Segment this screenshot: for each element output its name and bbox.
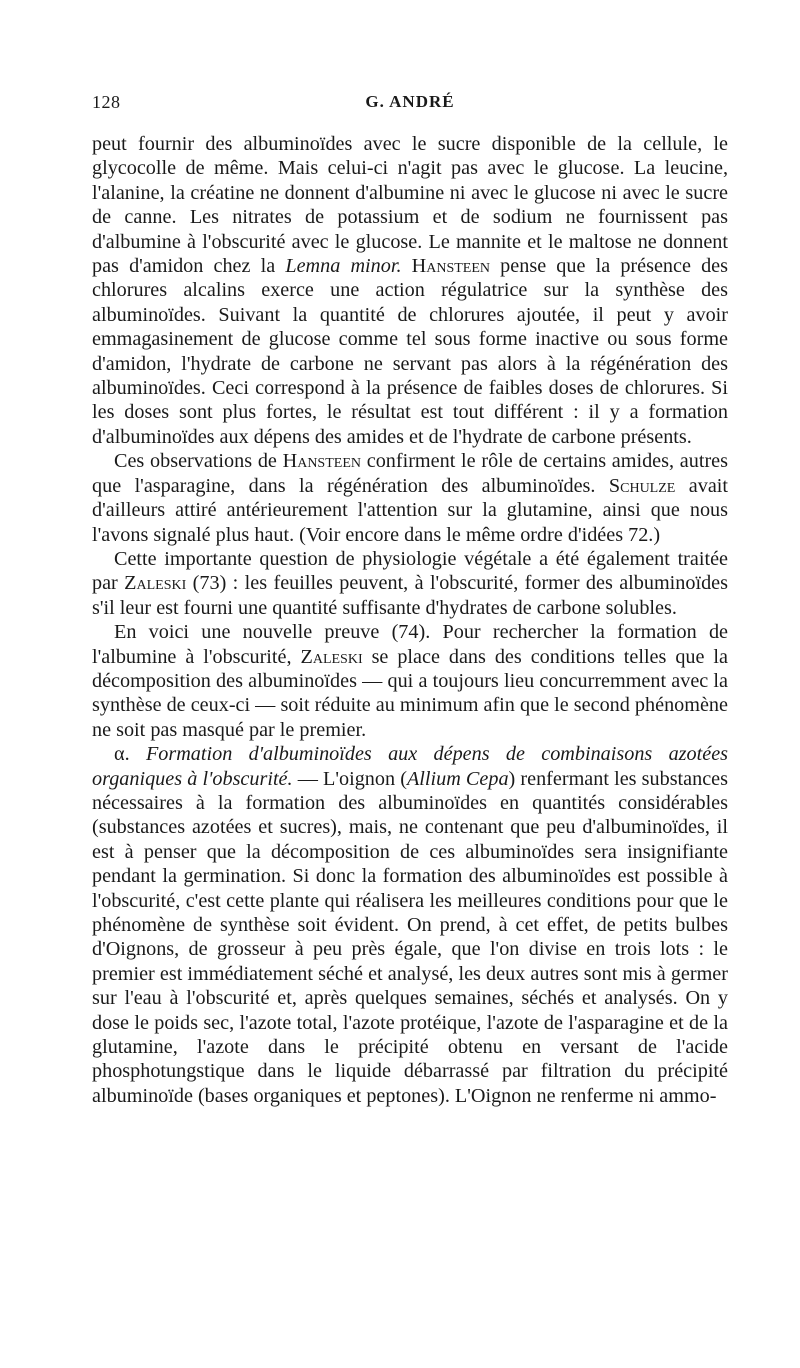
section-heading: Formation d'albuminoïdes aux dépens de combinaisons azotées organiques à l'obscurité. <box>92 743 729 790</box>
paragraph-4 <box>92 620 728 742</box>
text-run: avait d'ailleurs attiré antérieurement l'attention sur la glutamine, ainsi que nous l'avons signalé plus haut. (Voir encore dans le même ordre d'idées 72.) <box>92 474 728 546</box>
paragraph-5 <box>92 742 728 1108</box>
author-name: Zaleski <box>124 572 187 595</box>
text-run: ) renfermant les substances nécessaires à la formation des albuminoïdes en quantités considérables (substances azotées et sucres), mais, ne contenant que peu d'albuminoïdes, il est à penser que la décomposition de ces albuminoïdes sera insignifiante pendant la germination. Si donc la formation des albuminoïdes est possible à l'obscurité, c'est cette plante qui réalisera les meilleures conditions pour que le phénomène de synthèse soit évident. On prend, à cet effet, de petits bulbes d'Oignons, de grosseur à peu près égale, que l'on divise en trois lots : le premier est immédiatement séché et analysé, les deux autres sont mis à germer sur l'eau à l'obscurité et, après quelques semaines, séchés et analysés. On y dose le poids sec, l'azote total, l'azote protéique, l'azote de l'asparagine et de la glutamine, l'azote dans le précipité obtenu en versant de l'acide phosphotungstique dans le liquide débarrassé par filtration du précipité albuminoïde (bases organiques et peptones). L'Oignon ne renferme ni ammo- <box>92 767 728 1107</box>
section-marker: α. <box>114 743 146 766</box>
author-name: Zaleski <box>300 645 363 668</box>
book-page <box>92 92 728 1108</box>
text-run: Ces observations de <box>114 450 283 473</box>
body-text <box>92 132 728 1108</box>
text-run: pense que la présence des chlorures alcalins exerce une action régulatrice sur la synthèse des albuminoïdes. Suivant la quantité de chlorures ajoutée, il peut y avoir emmagasinement de glucose comme tel sous forme inactive ou sous forme d'amidon, l'hydrate de carbone ne servant pas alors à la régénération des albuminoïdes. Ceci correspond à la présence de faibles doses de chlorures. Si les doses sont plus fortes, le résultat est tout différent : il y a formation d'albuminoïdes aux dépens des amides et de l'hydrate de carbone présents. <box>92 255 728 448</box>
text-run: En voici une nouvelle preuve (74). Pour rechercher la formation de l'albumine à l'obscurité, <box>92 621 728 668</box>
page-number: 128 <box>92 92 121 112</box>
text-run: — L'oignon ( <box>292 767 407 790</box>
author-name: Schulze <box>608 474 676 497</box>
text-run: Cette importante question de physiologie végétale a été également traitée par <box>92 547 728 595</box>
page-header <box>92 92 728 118</box>
running-head: G. ANDRÉ <box>365 92 455 111</box>
italic-species-name: Allium Cepa <box>406 767 509 790</box>
text-run: peut fournir des albuminoïdes avec le sucre disponible de la cellule, le glycocolle de même. Mais celui-ci n'agit pas avec le glucose. La leucine, l'alanine, la créatine ne donnent d'albumine ni avec le glucose ni avec le sucre de canne. Les nitrates de potassium et de sodium ne fournissent pas d'albumine à l'obscurité avec le glucose. Le mannite et le maltose ne donnent pas d'amidon chez la <box>92 133 728 278</box>
text-run: (73) : les feuilles peuvent, à l'obscurité, former des albuminoïdes s'il leur est fourni une quantité suffisante d'hydrates de carbone solubles. <box>92 572 728 619</box>
italic-species-name: Lemna minor. <box>285 255 402 278</box>
author-name: Hansteen <box>282 450 361 473</box>
text-run: confirment le rôle de certains amides, autres que l'asparagine, dans la régénération des albuminoïdes. <box>92 450 728 497</box>
paragraph-3 <box>92 547 728 620</box>
paragraph-1 <box>92 132 728 449</box>
text-run: se place dans des conditions telles que la décomposition des albuminoïdes — qui a toujours lieu concurremment avec la synthèse de ceux-ci — soit réduite au minimum afin que le second phénomène ne soit pas masqué par le premier. <box>92 645 729 741</box>
paragraph-2 <box>92 449 728 547</box>
author-name: Hansteen <box>411 255 491 278</box>
